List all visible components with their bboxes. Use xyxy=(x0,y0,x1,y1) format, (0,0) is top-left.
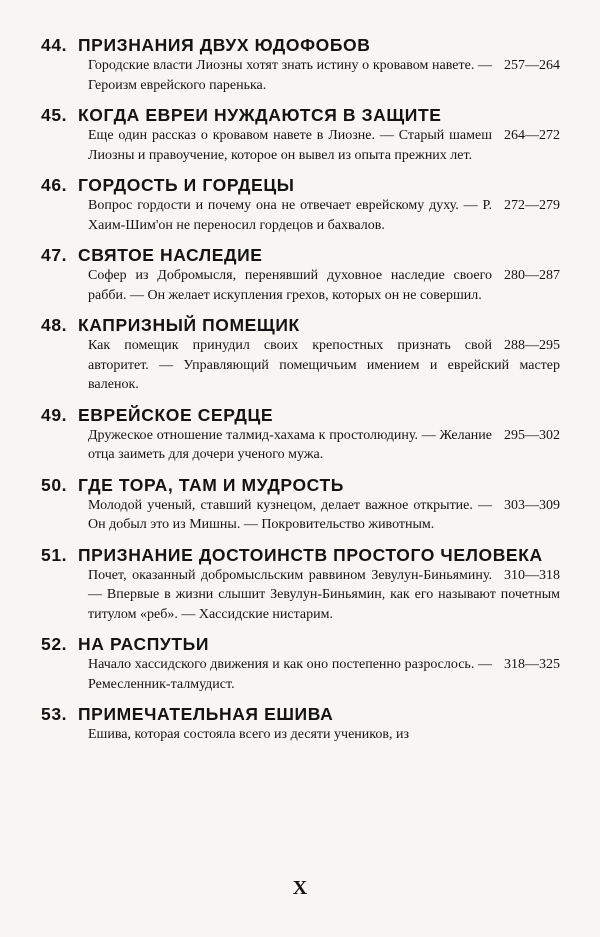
page-range: 288—295 xyxy=(504,338,560,353)
chapter-summary-block xyxy=(88,496,560,535)
chapter-heading xyxy=(41,404,560,426)
page-range: 280—287 xyxy=(504,268,560,283)
chapter-summary: Ешива, которая состояла всего из десяти учеников, из xyxy=(88,727,409,742)
chapter-number: 49. xyxy=(41,404,68,425)
chapter-number: 44. xyxy=(41,35,68,55)
chapter-heading xyxy=(41,703,560,725)
chapter-heading xyxy=(41,633,560,655)
chapter-heading xyxy=(41,104,560,126)
chapter-title: КАПРИЗНЫЙ ПОМЕЩИК xyxy=(78,315,300,335)
chapter-summary: Дружеское отношение талмид-хахама к простолюдину. — Желание отца заиметь для дочери ученого мужа. xyxy=(88,427,492,462)
chapter-title: СВЯТОЕ НАСЛЕДИЕ xyxy=(78,245,263,265)
chapter-summary-block xyxy=(88,655,560,694)
chapter-summary-block xyxy=(88,196,560,235)
chapter-number: 51. xyxy=(41,544,68,565)
chapter-summary-block xyxy=(88,566,560,625)
toc-entry-49 xyxy=(41,404,560,465)
page-range: 318—325 xyxy=(504,657,560,672)
chapter-number: 46. xyxy=(41,175,68,195)
chapter-summary-block xyxy=(88,725,560,745)
chapter-title: ГДЕ ТОРА, ТАМ И МУДРОСТЬ xyxy=(78,474,344,495)
chapter-number: 47. xyxy=(41,245,68,265)
toc-entry-46 xyxy=(41,174,560,235)
chapter-summary-block xyxy=(88,426,560,465)
chapter-title: НА РАСПУТЬИ xyxy=(78,634,210,654)
toc-entry-44 xyxy=(41,34,560,95)
page-range: 295—302 xyxy=(504,427,560,443)
chapter-summary: Еще один рассказ о кровавом навете в Лиозне. — Старый шамеш Лиозны и правоучение, которое он вывел из опыта прежних лет. xyxy=(88,128,492,163)
chapter-heading xyxy=(41,244,560,266)
chapter-summary: Почет, оказанный добромысльским раввином Зевулун-Биньямину. — Впервые в жизни слышит Зевулун-Биньямин, как его называют почетным титулом «реб». — Хассидские нистарим. xyxy=(88,567,560,622)
chapter-summary: Начало хассидского движения и как оно постепенно разрослось. — Ремесленник-талмудист. xyxy=(88,657,492,692)
chapter-title: ПРИМЕЧАТЕЛЬНАЯ ЕШИВА xyxy=(78,704,334,724)
chapter-number: 50. xyxy=(41,474,68,495)
chapter-title: ЕВРЕЙСКОЕ СЕРДЦЕ xyxy=(78,404,274,425)
page-range: 303—309 xyxy=(504,497,560,513)
chapter-heading xyxy=(41,174,560,196)
chapter-title: ПРИЗНАНИЯ ДВУХ ЮДОФОБОВ xyxy=(78,35,371,55)
page-range: 310—318 xyxy=(504,567,560,583)
chapter-summary-block xyxy=(88,56,560,95)
page-folio: X xyxy=(292,877,308,899)
chapter-number: 45. xyxy=(41,105,68,125)
toc-entry-48 xyxy=(41,314,560,395)
chapter-summary: Городские власти Лиозны хотят знать истину о кровавом навете. — Героизм еврейского паренька. xyxy=(88,58,492,93)
chapter-heading xyxy=(41,314,560,336)
chapter-heading xyxy=(41,474,560,496)
page-range: 257—264 xyxy=(504,58,560,73)
toc-entry-52 xyxy=(41,633,560,694)
chapter-summary-block xyxy=(88,126,560,165)
chapter-title: ГОРДОСТЬ И ГОРДЕЦЫ xyxy=(78,175,295,195)
chapter-number: 53. xyxy=(41,704,68,724)
toc-entry-45 xyxy=(41,104,560,165)
toc-entry-50 xyxy=(41,474,560,535)
toc-entry-47 xyxy=(41,244,560,305)
chapter-title: КОГДА ЕВРЕИ НУЖДАЮТСЯ В ЗАЩИТЕ xyxy=(78,105,442,125)
chapter-heading xyxy=(41,544,560,566)
toc-entry-53 xyxy=(41,703,560,745)
chapter-summary-block xyxy=(88,266,560,305)
page-range: 264—272 xyxy=(504,128,560,143)
page-range: 272—279 xyxy=(504,198,560,213)
chapter-title: ПРИЗНАНИЕ ДОСТОИНСТВ ПРОСТОГО ЧЕЛОВЕКА xyxy=(78,544,543,565)
chapter-summary: Вопрос гордости и почему она не отвечает еврейскому духу. — Р. Хаим-Шим'он не переносил гордецов и бахвалов. xyxy=(88,198,492,233)
chapter-summary-block xyxy=(88,336,560,395)
chapter-number: 48. xyxy=(41,315,68,335)
chapter-summary: Софер из Добромысля, перенявший духовное наследие своего рабби. — Он желает искупления грехов, которых он не совершил. xyxy=(88,268,492,303)
toc-entry-51 xyxy=(41,544,560,625)
chapter-summary: Как помещик принудил своих крепостных признать свой авторитет. — Управляющий помещичьим имением и еврейский мастер валенок. xyxy=(88,338,560,392)
chapter-summary: Молодой ученый, ставший кузнецом, делает важное открытие. — Он добыл это из Мишны. — Покровительство животным. xyxy=(88,497,492,532)
chapter-number: 52. xyxy=(41,634,68,654)
chapter-heading xyxy=(41,34,560,56)
